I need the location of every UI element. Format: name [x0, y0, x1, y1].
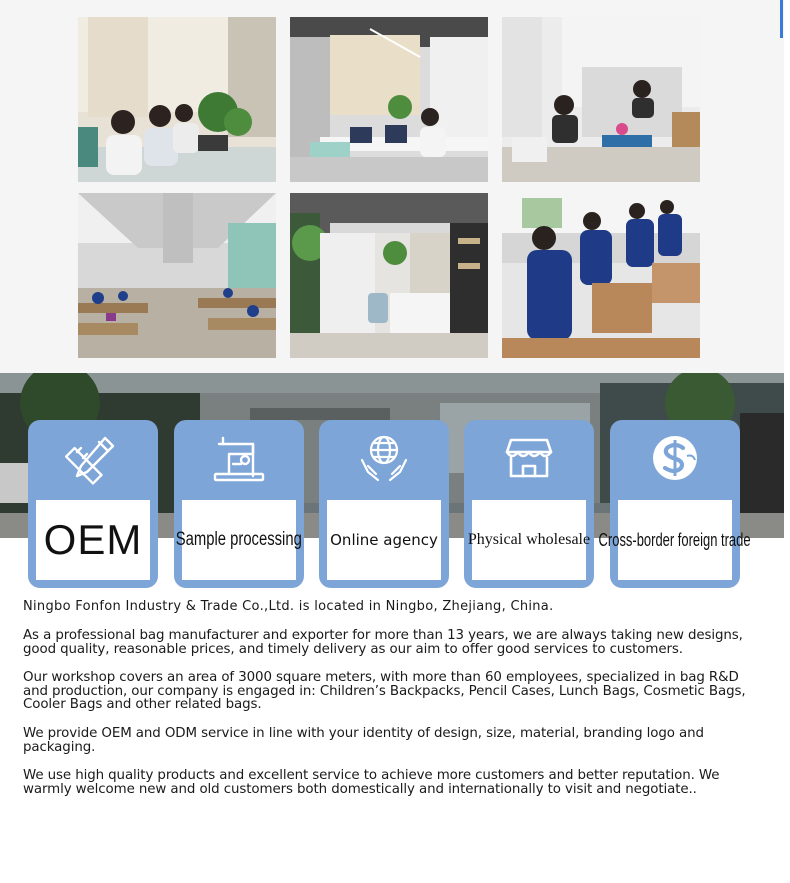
- globe-hands-icon: [319, 430, 449, 492]
- about-paragraph: We use high quality products and excellent service to achieve more customers and better reputation. We warmly welcome new and old customers both domestically and internationally to visit and negotiate..: [23, 768, 720, 797]
- service-label: Online agency: [330, 531, 438, 549]
- service-label-box: [175, 500, 303, 580]
- service-label: Sample processing: [175, 529, 303, 550]
- service-card-cross-border-trade[interactable]: [599, 420, 752, 588]
- service-label: OEM: [43, 516, 143, 563]
- storefront-icon: [464, 430, 594, 492]
- about-paragraph: As a professional bag manufacturer and exporter for more than 13 years, we are always taking new designs, good quality, reasonable prices, and timely delivery as our aim to offer good services to customers.: [23, 628, 743, 657]
- service-label: Cross-border foreign trade: [599, 529, 752, 550]
- service-card-oem[interactable]: [28, 420, 158, 588]
- service-card-physical-wholesale[interactable]: [464, 420, 594, 588]
- sewing-machine-icon: [174, 430, 304, 492]
- service-card-online-agency[interactable]: [319, 420, 449, 588]
- design-tools-icon: [28, 430, 158, 492]
- production-workshop-photo: [78, 193, 276, 358]
- service-label-box: [467, 500, 591, 580]
- packing-workers-photo: [502, 193, 700, 358]
- open-office-photo: [290, 17, 488, 182]
- office-staff-photo: [78, 17, 276, 182]
- dollar-globe-icon: [610, 430, 740, 492]
- service-label-box: [36, 500, 150, 580]
- about-paragraph: We provide OEM and ODM service in line with your identity of design, size, material, branding logo and packaging.: [23, 726, 704, 755]
- service-label: Physical wholesale: [467, 531, 591, 548]
- service-label-box: [599, 500, 752, 580]
- scroll-indicator: [780, 0, 783, 38]
- showroom-photo: [290, 193, 488, 358]
- about-paragraph: Our workshop covers an area of 3000 square meters, with more than 60 employees, specialized in bag R&D and production, our company is engaged in: Children’s Backpacks, Pencil Cases, Lunch Bags, Cosmetic Bags, Cooler Bags and other related bags.: [23, 670, 746, 712]
- service-label-box: [327, 500, 441, 580]
- sample-room-photo: [502, 17, 700, 182]
- photo-gallery: [0, 0, 784, 373]
- service-card-sample-processing[interactable]: [174, 420, 304, 588]
- company-intro: Ningbo Fonfon Industry & Trade Co.,Ltd. is located in Ningbo, Zhejiang, China.: [23, 599, 554, 614]
